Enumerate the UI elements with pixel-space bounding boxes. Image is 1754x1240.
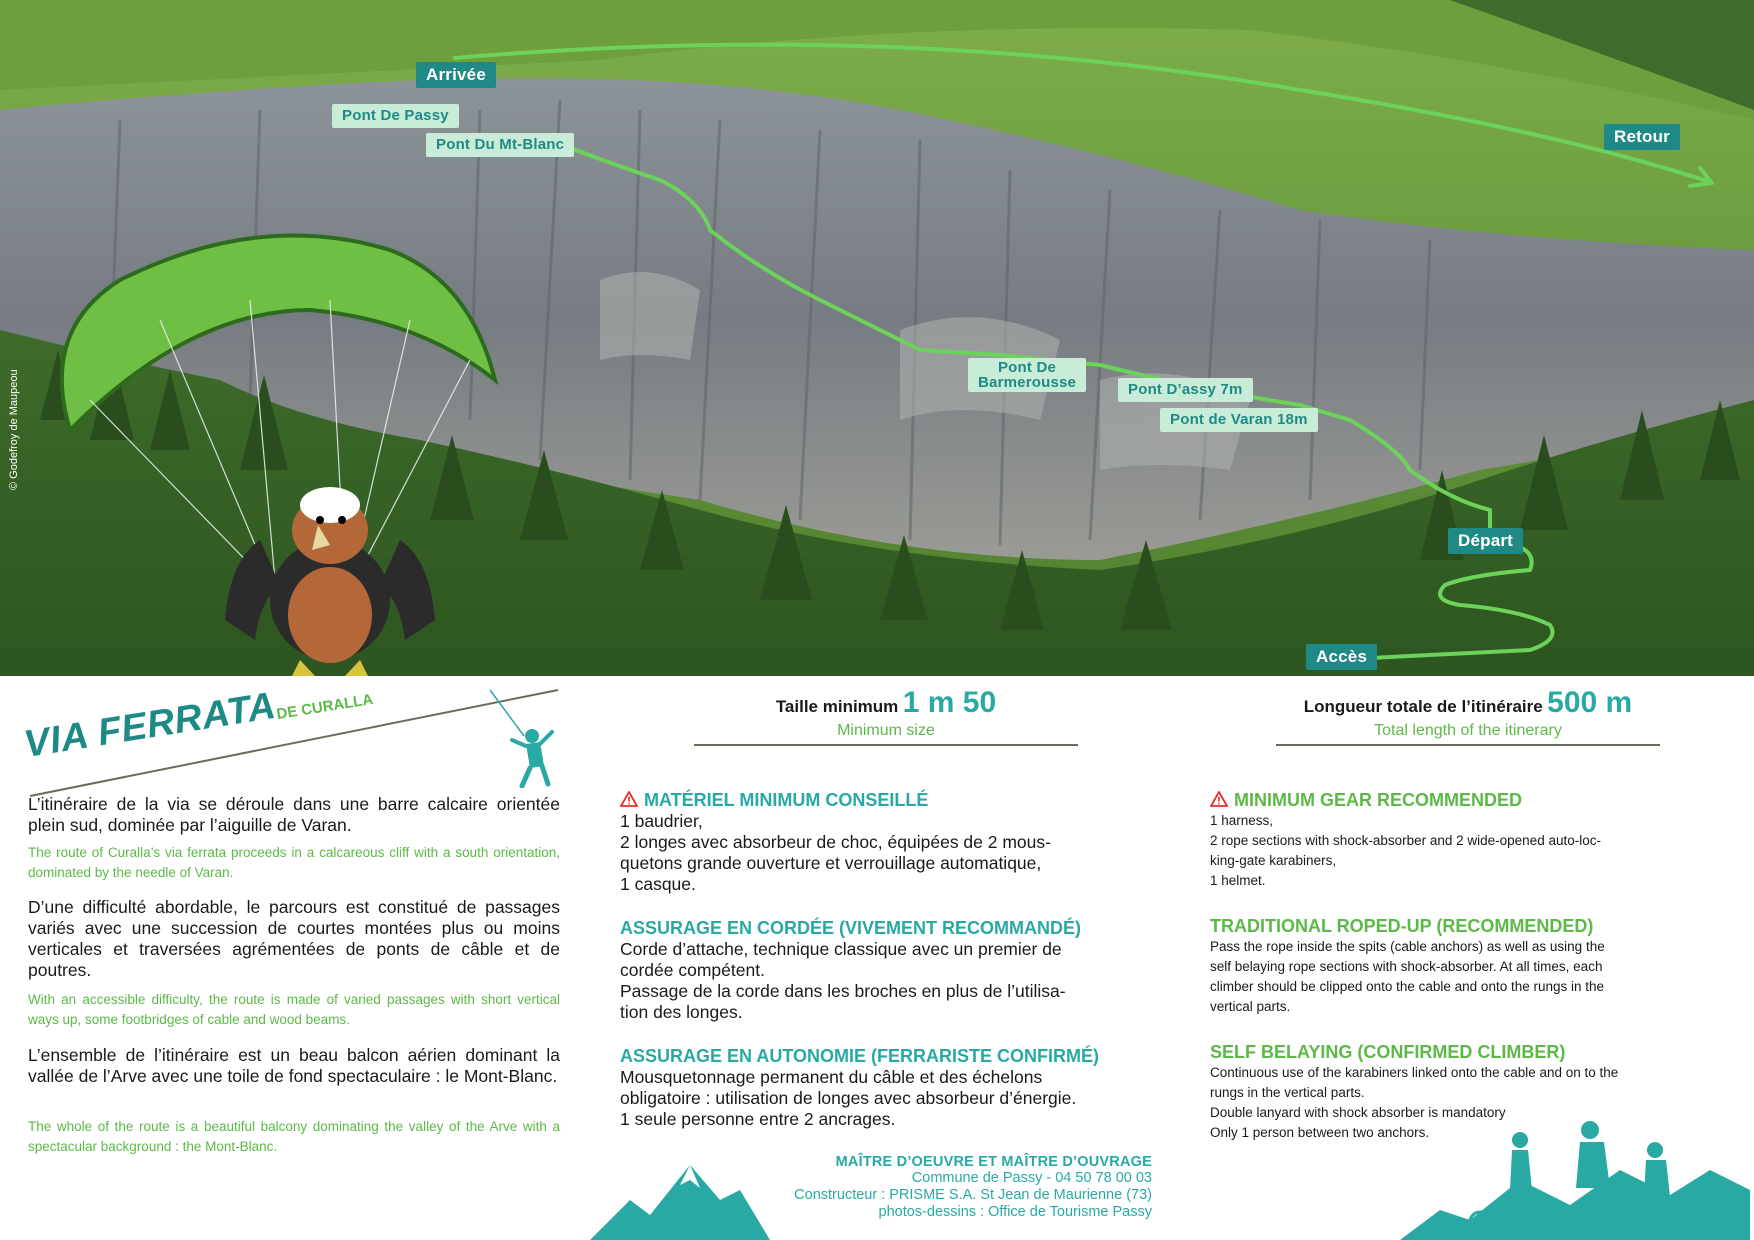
self-en-line: rungs in the vertical parts.: [1210, 1085, 1365, 1100]
gear-en-line: 1 harness,: [1210, 813, 1274, 828]
intro-paragraph-3-fr: L’ensemble de l’itinéraire est un beau balcon aérien dominant la vallée de l’Arve avec une toile de fond spectaculaire : le Mont-Blanc.: [28, 1045, 560, 1086]
credits-line-2: Constructeur : PRISME S.A. St Jean de Maurienne (73): [794, 1187, 1152, 1203]
gear-section-fr: [620, 790, 1152, 895]
stat-minimum-height: [694, 686, 1078, 746]
self-fr-line: obligatoire : utilisation de longes avec absorbeur d’énergie.: [620, 1088, 1077, 1108]
gear-fr-line: 1 baudrier,: [620, 811, 703, 831]
self-section-fr: [620, 1046, 1152, 1130]
label-retour: Retour: [1604, 124, 1680, 150]
self-fr-line: Mousquetonnage permanent du câble et des échelons: [620, 1067, 1043, 1087]
gear-heading-fr-text: MATÉRIEL MINIMUM CONSEILLÉ: [644, 790, 929, 810]
climber-icon: [482, 688, 562, 788]
label-acces: Accès: [1306, 644, 1377, 670]
gear-body-en: [1210, 811, 1725, 891]
roped-en-line: vertical parts.: [1210, 999, 1291, 1014]
page-subtitle: DE CURALLA: [275, 690, 375, 723]
page-title: VIA FERRATA: [21, 684, 279, 767]
roped-en-line: climber should be clipped onto the cable and onto the rungs in the: [1210, 979, 1605, 994]
gear-heading-en-text: MINIMUM GEAR RECOMMENDED: [1234, 790, 1522, 810]
gear-en-line: 2 rope sections with shock-absorber and 2 wide-opened auto-loc-: [1210, 833, 1601, 848]
stat-height-en: Minimum size: [837, 722, 935, 739]
warning-icon: [1210, 791, 1228, 807]
stat-height-label: Taille minimum: [775, 697, 899, 716]
roped-section-en: [1210, 916, 1725, 1017]
title-block: [21, 684, 568, 798]
label-pont-dassy: Pont D’assy 7m: [1118, 378, 1253, 402]
self-en-line: Continuous use of the karabiners linked onto the cable and on to the: [1210, 1065, 1619, 1080]
label-pont-mt-blanc: Pont Du Mt-Blanc: [426, 133, 574, 157]
credits-line-3: photos-dessins : Office de Tourisme Passy: [878, 1204, 1152, 1220]
gear-fr-line: 1 casque.: [620, 874, 696, 894]
gear-heading-fr: [620, 790, 1152, 811]
roped-section-fr: [620, 918, 1152, 1023]
label-pont-varan: Pont de Varan 18m: [1160, 408, 1318, 432]
stat-height-value: 1 m 50: [902, 686, 997, 719]
self-fr-line: 1 seule personne entre 2 ancrages.: [620, 1109, 896, 1129]
self-body-fr: [620, 1067, 1152, 1130]
stat-length-rule: [1276, 744, 1660, 746]
label-arrivee: Arrivée: [416, 62, 496, 88]
label-depart: Départ: [1448, 528, 1523, 554]
label-pont-barmerousse-line1: Pont De: [997, 359, 1057, 376]
gear-en-line: king-gate karabiners,: [1210, 853, 1337, 868]
warning-icon: [620, 791, 638, 807]
self-heading-fr: ASSURAGE EN AUTONOMIE (FERRARISTE CONFIRMÉ): [620, 1046, 1100, 1066]
credits-heading: MAÎTRE D’OEUVRE ET MAÎTRE D’OUVRAGE: [835, 1154, 1152, 1170]
stat-length-en: Total length of the itinerary: [1374, 722, 1562, 739]
stat-length-value: 500 m: [1547, 686, 1633, 719]
intro-paragraph-1-en: The route of Curalla’s via ferrata proceeds in a calcareous cliff with a south orientation, dominated by the needle of Varan.: [28, 845, 560, 880]
roped-body-fr: [620, 939, 1152, 1023]
intro-paragraph-1-fr: L’itinéraire de la via se déroule dans une barre calcaire orientée plein sud, dominée par l’aiguille de Varan.: [28, 794, 560, 835]
roped-fr-line: Passage de la corde dans les broches en plus de l’utilisa-: [620, 981, 1066, 1001]
label-pont-barmerousse: [968, 358, 1086, 392]
roped-fr-line: Corde d’attache, technique classique avec un premier de: [620, 939, 1062, 959]
gear-body-fr: [620, 811, 1152, 895]
credits-line-1: Commune de Passy - 04 50 78 00 03: [911, 1170, 1152, 1186]
photo-credit: © Godefroy de Maupeou: [8, 369, 20, 490]
credits-block: [632, 1154, 1152, 1221]
roped-fr-line: cordée compétent.: [620, 960, 765, 980]
intro-paragraph-3-en: The whole of the route is a beautiful balcony dominating the valley of the Arve with a spectacular background : the Mont-Blanc.: [28, 1119, 560, 1154]
label-pont-passy: Pont De Passy: [332, 104, 459, 128]
roped-body-en: [1210, 937, 1725, 1017]
stat-length-label: Longueur totale de l’itinéraire: [1303, 697, 1543, 716]
gear-en-line: 1 helmet.: [1210, 873, 1266, 888]
gear-fr-line: quetons grande ouverture et verrouillage automatique,: [620, 853, 1042, 873]
roped-en-line: self belaying rope sections with shock-absorber. At all times, each: [1210, 959, 1603, 974]
roped-heading-fr: ASSURAGE EN CORDÉE (VIVEMENT RECOMMANDÉ): [620, 918, 1082, 938]
roped-fr-line: tion des longes.: [620, 1002, 743, 1022]
label-pont-barmerousse-line2: Barmerousse: [978, 374, 1077, 391]
hikers-icon: [1400, 1110, 1750, 1240]
gear-section-en: [1210, 790, 1725, 891]
stat-total-length: [1276, 686, 1660, 746]
gear-fr-line: 2 longes avec absorbeur de choc, équipées de 2 mous-: [620, 832, 1051, 852]
gear-heading-en: [1210, 790, 1725, 811]
stat-height-rule: [694, 744, 1078, 746]
self-en-line: Only 1 person between two anchors.: [1210, 1125, 1430, 1140]
roped-heading-en: TRADITIONAL ROPED-UP (RECOMMENDED): [1210, 916, 1594, 936]
roped-en-line: Pass the rope inside the spits (cable anchors) as well as using the: [1210, 939, 1605, 954]
intro-paragraph-2-en: With an accessible difficulty, the route is made of varied passages with short vertical ways up, some footbridges of cable and wood beams.: [28, 992, 560, 1027]
self-heading-en: SELF BELAYING (CONFIRMED CLIMBER): [1210, 1042, 1566, 1062]
self-en-line: Double lanyard with shock absorber is mandatory: [1210, 1105, 1506, 1120]
intro-paragraph-2-fr: D’une difficulté abordable, le parcours est constitué de passages variés avec une succession de courtes montées plus ou moins verticales et traversées agrémentées de ponts de câble et de poutres.: [28, 897, 560, 980]
